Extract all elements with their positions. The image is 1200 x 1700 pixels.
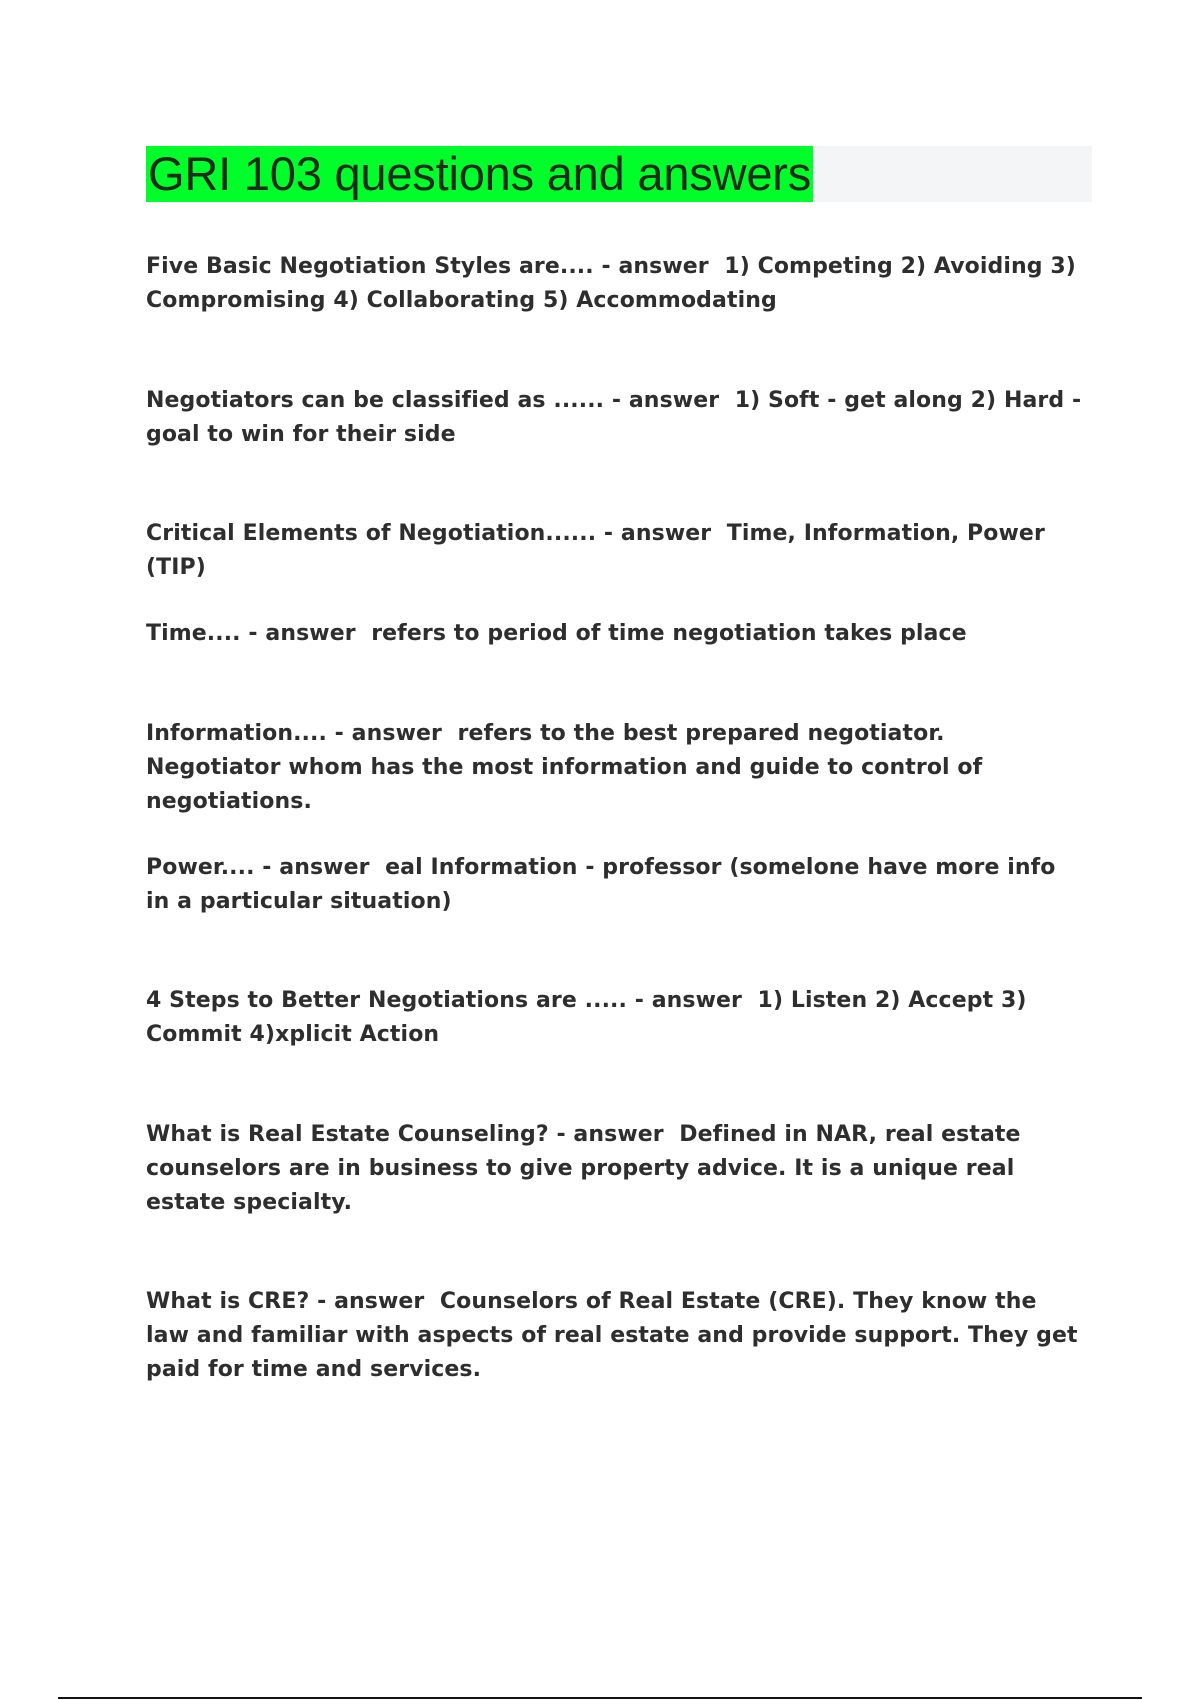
qa-answer: refers to period of time negotiation takes place (371, 621, 967, 646)
document-title: GRI 103 questions and answers (148, 147, 812, 200)
qa-item (146, 1285, 1086, 1387)
qa-answer: Time, Information, Power (TIP) (146, 521, 1045, 580)
qa-question: Power.... - answer (146, 855, 370, 880)
qa-item (146, 384, 1086, 452)
qa-answer: eal Information - professor (somelone have more info in a particular situation) (146, 855, 1056, 914)
qa-answer: Defined in NAR, real estate counselors are in business to give property advice. It is a unique real estate specialty. (146, 1122, 1021, 1215)
title-highlight (146, 146, 813, 202)
qa-answer: Counselors of Real Estate (CRE). They know the law and familiar with aspects of real estate and provide support. They get paid for time and services. (146, 1289, 1078, 1382)
qa-question: Time.... - answer (146, 621, 356, 646)
qa-question: Negotiators can be classified as ...... - answer (146, 388, 720, 413)
qa-answer: 1) Soft - get along 2) Hard - goal to win for their side (146, 388, 1082, 447)
qa-question: What is CRE? - answer (146, 1289, 425, 1314)
qa-question: Five Basic Negotiation Styles are.... - answer (146, 254, 709, 279)
qa-item (146, 984, 1086, 1052)
qa-question: 4 Steps to Better Negotiations are ..... - answer (146, 988, 742, 1013)
qa-item (146, 250, 1086, 318)
qa-item (146, 617, 1086, 651)
title-bar (146, 146, 1092, 202)
footer-rule (58, 1697, 1142, 1699)
qa-question: What is Real Estate Counseling? - answer (146, 1122, 664, 1147)
qa-item (146, 851, 1086, 919)
qa-answer: 1) Listen 2) Accept 3) Commit 4)xplicit Action (146, 988, 1027, 1047)
qa-item (146, 717, 1086, 819)
qa-question: Information.... - answer (146, 721, 442, 746)
qa-item (146, 1118, 1086, 1220)
qa-answer: refers to the best prepared negotiator. Negotiator whom has the most information and guide to control of negotiations. (146, 721, 983, 814)
qa-item (146, 517, 1086, 585)
qa-answer: 1) Competing 2) Avoiding 3) Compromising 4) Collaborating 5) Accommodating (146, 254, 1076, 313)
qa-question: Critical Elements of Negotiation...... - answer (146, 521, 712, 546)
